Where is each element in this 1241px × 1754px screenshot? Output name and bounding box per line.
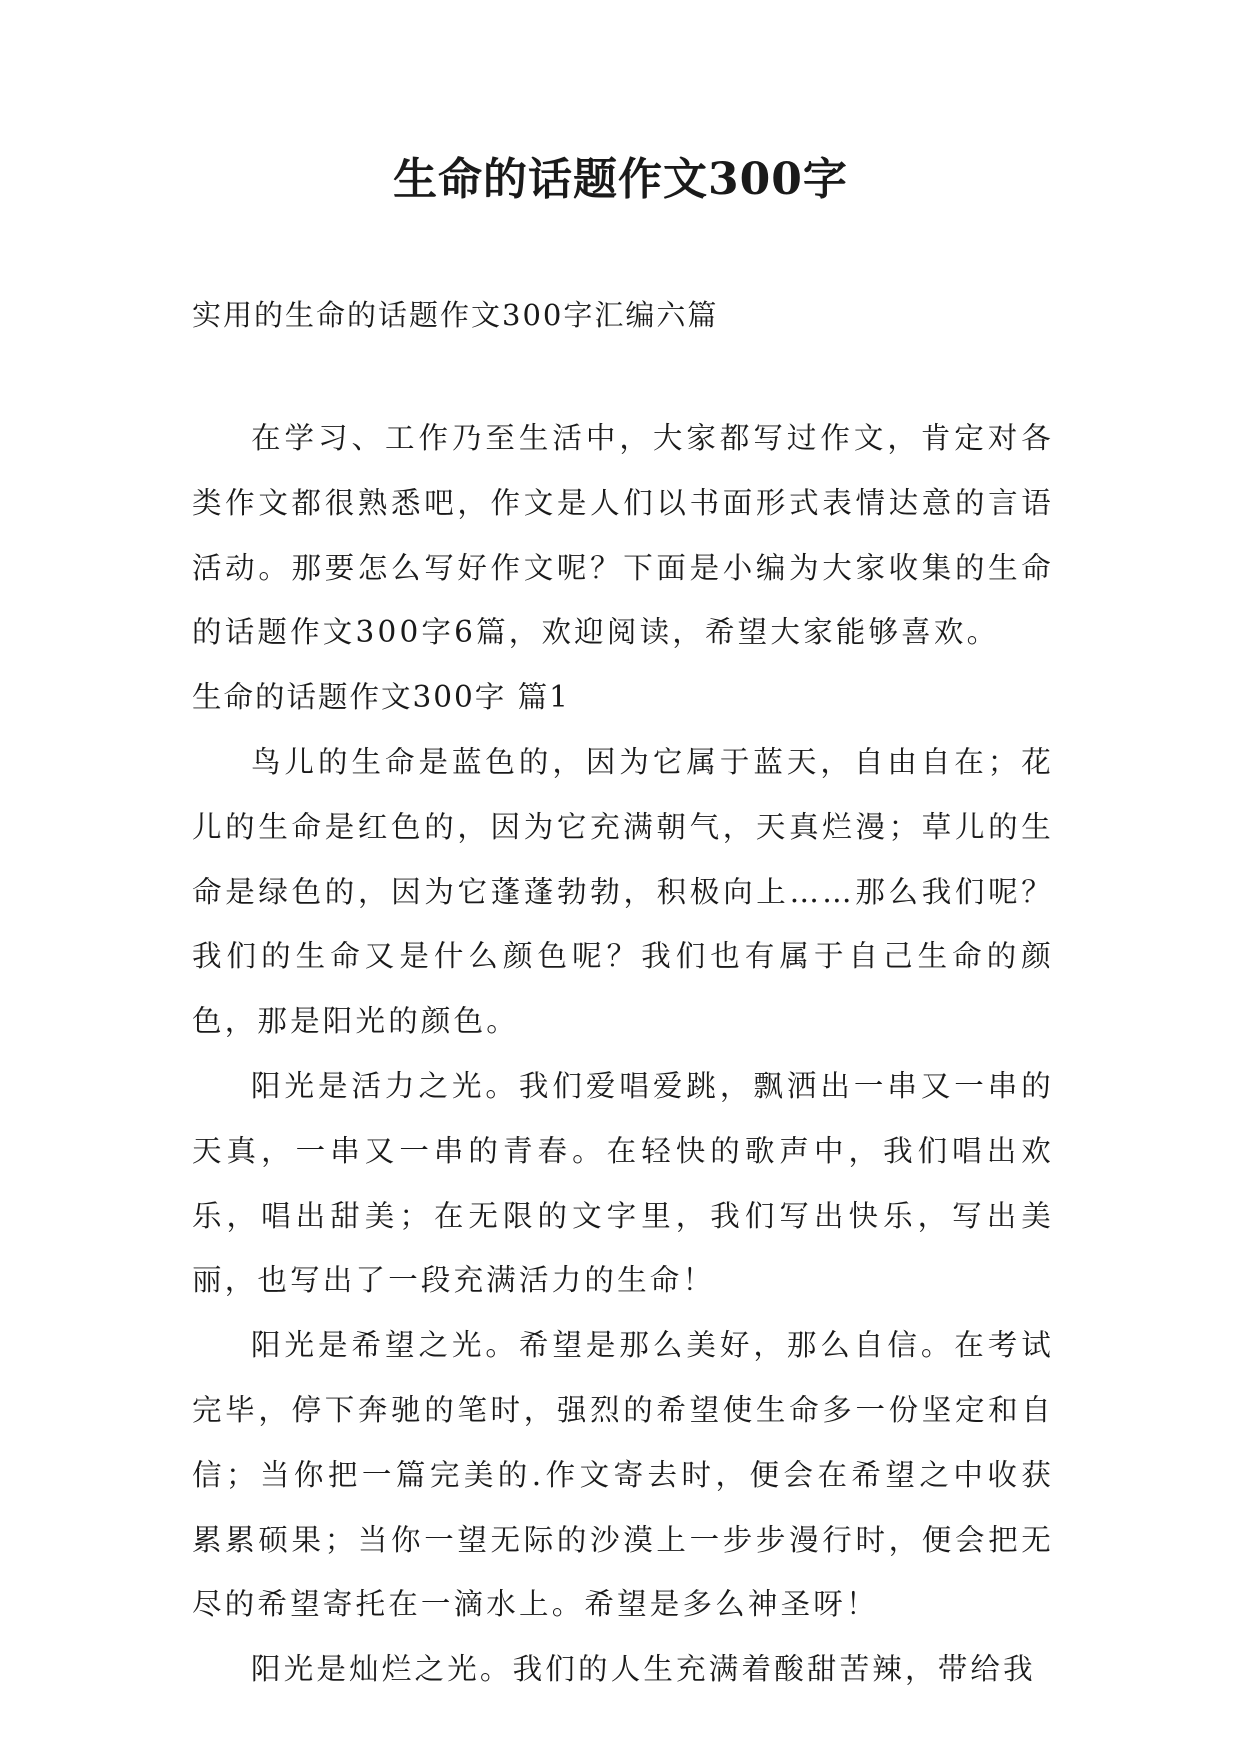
document-title: 生命的话题作文300字 bbox=[393, 154, 848, 205]
intro-paragraph: 在学习、工作乃至生活中，大家都写过作文，肯定对各类作文都很熟悉吧，作文是人们以书面形式表情达意的言语活动。那要怎么写好作文呢？下面是小编为大家收集的生命的话题作文300字6篇，欢迎阅读，希望大家能够喜欢。 bbox=[192, 421, 1054, 650]
body-paragraph: 阳光是希望之光。希望是那么美好，那么自信。在考试完毕，停下奔驰的笔时，强烈的希望使生命多一份坚定和自信；当你把一篇完美的.作文寄去时，便会在希望之中收获累累硕果；当你一望无际的沙漠上一步步漫行时，便会把无尽的希望寄托在一滴水上。希望是多么神圣呀！ bbox=[192, 1328, 1054, 1622]
document-subtitle: 实用的生命的话题作文300字汇编六篇 bbox=[192, 298, 719, 332]
document-body bbox=[192, 406, 1054, 1702]
section-heading: 生命的话题作文300字 篇1 bbox=[192, 680, 570, 715]
body-paragraph: 鸟儿的生命是蓝色的，因为它属于蓝天，自由自在；花儿的生命是红色的，因为它充满朝气，天真烂漫；草儿的生命是绿色的，因为它蓬蓬勃勃，积极向上……那么我们呢？我们的生命又是什么颜色呢？我们也有属于自己生命的颜色，那是阳光的颜色。 bbox=[192, 744, 1054, 1039]
body-paragraph: 阳光是灿烂之光。我们的人生充满着酸甜苦辣，带给我 bbox=[251, 1652, 1036, 1687]
body-paragraph: 阳光是活力之光。我们爱唱爱跳，飘洒出一串又一串的天真，一串又一串的青春。在轻快的歌声中，我们唱出欢乐，唱出甜美；在无限的文字里，我们写出快乐，写出美丽，也写出了一段充满活力的生命！ bbox=[192, 1068, 1054, 1298]
